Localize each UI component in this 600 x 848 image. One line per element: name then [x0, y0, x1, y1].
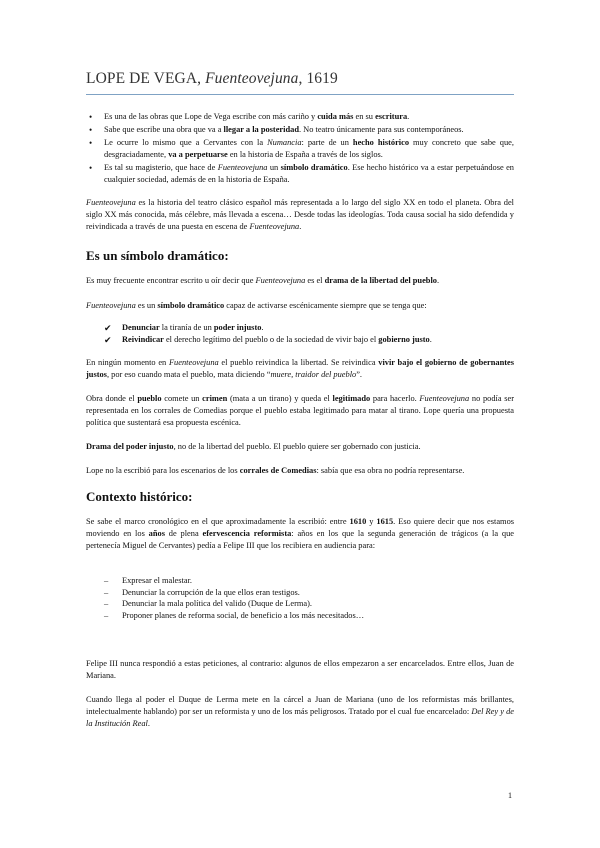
bold-text: vivir bajo el gobierno de gobernantes justos: [86, 358, 514, 379]
page-title: [86, 70, 338, 88]
bold-text: Denunciar: [122, 323, 160, 332]
paragraph: En ningún momento en Fuenteovejuna el pueblo reivindica la libertad. Se reivindica vivir bajo el gobierno de gobernantes justos, por eso cuando mata el pueblo, mata diciendo “muere, traidor del pueblo”.: [86, 358, 514, 379]
intro-bullet-list: [86, 111, 514, 187]
bold-text: cuida más: [317, 112, 354, 121]
check-item: [86, 322, 514, 334]
paragraph: Se sabe el marco cronológico en el que aproximadamente la escribió: entre 1610 y 1615. Eso quiere decir que nos estamos moviendo en los años de plena efervescencia reformista: años en los que la segunda generación de trágicos (a la que pertenecía Miguel de Cervantes) pedía a Felipe III que los recibiera en audiencia para:: [86, 517, 515, 550]
bold-text: llegar a la posteridad: [223, 125, 299, 134]
paragraph: Obra donde el pueblo comete un crimen (mata a un tirano) y queda el legitimado para hacerlo. Fuenteovejuna no podía ser representada en los corrales de Comedias porque el pueblo estaba legitimado para matar al tirano. Lope quería una propuesta política que sustentará esa propuesta escénica.: [86, 394, 514, 427]
bullet-item: • Es una de las obras que Lope de Vega escribe con más cariño y cuida más en su escritura.: [86, 111, 514, 123]
paragraph: Drama del poder injusto, no de la libertad del pueblo. El pueblo quiere ser gobernado con justicia.: [86, 442, 421, 451]
bold-text: símbolo dramático: [280, 163, 348, 172]
bold-text: Drama del poder injusto: [86, 442, 174, 451]
bold-text: símbolo dramático: [157, 301, 225, 310]
bold-text: años: [148, 529, 165, 538]
paragraph: Felipe III nunca respondió a estas peticiones, al contrario: algunos de ellos empezaron a ser encarcelados. Entre ellos, Juan de Mariana.: [86, 659, 514, 680]
check-item: [86, 334, 514, 346]
checkmark-icon: ✔: [104, 335, 112, 345]
dash-item: – Denunciar la corrupción de la que ellos eran testigos.: [86, 587, 514, 599]
italic-text: Fuenteovejuna: [217, 163, 268, 172]
bold-text: va a perpetuarse: [168, 150, 228, 159]
italic-text: Numancia: [267, 138, 302, 147]
check-item-text: Denunciar la tiranía de un poder injusto.: [122, 323, 264, 332]
title-author: LOPE DE VEGA,: [86, 70, 202, 87]
bold-text: hecho histórico: [352, 138, 410, 147]
italic-text: Del Rey y de la Institución Real: [86, 707, 515, 728]
bullet-item: • Sabe que escribe una obra que va a llegar a la posteridad. No teatro únicamente para sus contemporáneos.: [86, 124, 514, 136]
bold-text: 1610: [349, 517, 367, 526]
italic-text: Fuenteovejuna: [419, 394, 470, 403]
intro-paragraph: Fuenteovejuna es la historia del teatro clásico español más representada a lo largo del siglo XX en todo el planeta. Obra del siglo XX más conocida, más célebre, más llevada a escena… Desde todas las ideologías. Toda causa social ha sido defendida y reivindicada a través de una puesta en escena de Fuenteovejuna.: [86, 198, 514, 231]
bold-text: efervescencia reformista: [202, 529, 292, 538]
bold-text: legitimado: [332, 394, 371, 403]
bold-text: gobierno justo: [378, 335, 430, 344]
section-heading-contexto: Contexto histórico:: [86, 489, 193, 504]
italic-text: Fuenteovejuna: [86, 198, 136, 207]
paragraph: Lope no la escribió para los escenarios de los corrales de Comedias: sabía que esa obra no podría representarse.: [86, 466, 465, 475]
dash-item: – Proponer planes de reforma social, de beneficio a los más necesitados…: [86, 610, 514, 622]
bullet-item: • Es tal su magisterio, que hace de Fuenteovejuna un símbolo dramático. Ese hecho histórico va a estar perpetuándose en cualquier sociedad, además de en la historia de España.: [86, 162, 514, 186]
dash-list: [86, 575, 514, 621]
bold-text: poder injusto: [213, 323, 262, 332]
dash-item: – Expresar el malestar.: [86, 575, 514, 587]
bold-text: crimen: [202, 394, 228, 403]
dash-item: – Denunciar la mala política del valido (Duque de Lerma).: [86, 598, 514, 610]
italic-text: Fuenteovejuna: [255, 276, 306, 285]
italic-text: Fuenteovejuna: [168, 358, 219, 367]
page-number: 1: [508, 791, 512, 800]
italic-text: Fuenteovejuna: [249, 222, 300, 231]
bullet-item: • Le ocurre lo mismo que a Cervantes con la Numancia: parte de un hecho histórico muy concreto que sabe que, desgraciadamente, va a perpetuarse en la historia de España a través de los siglos.: [86, 137, 514, 161]
title-work: Fuenteovejuna: [205, 70, 299, 87]
bold-text: 1615: [376, 517, 394, 526]
bold-text: drama de la libertad del pueblo: [324, 276, 437, 285]
checkmark-icon: ✔: [104, 323, 112, 333]
check-list: [86, 322, 514, 346]
title-year: , 1619: [298, 70, 338, 87]
paragraph: Es muy frecuente encontrar escrito u oír decir que Fuenteovejuna es el drama de la libertad del pueblo.: [86, 276, 440, 285]
bold-text: Reivindicar: [122, 335, 164, 344]
check-item-text: Reivindicar el derecho legítimo del pueblo o de la sociedad de vivir bajo el gobierno justo.: [122, 335, 432, 344]
bold-text: pueblo: [137, 394, 162, 403]
italic-text: muere, traidor del pueblo: [270, 370, 357, 379]
bold-text: escritura: [375, 112, 408, 121]
paragraph: Fuenteovejuna es un símbolo dramático capaz de activarse escénicamente siempre que se tenga que:: [86, 301, 427, 310]
paragraph: Cuando llega al poder el Duque de Lerma mete en la cárcel a Juan de Mariana (uno de los reformistas más brillantes, intelectualmente hablando) por ser un reformista y uno de los más peligrosos. Tratado por el cual fue encarcelado: Del Rey y de la Institución Real.: [86, 695, 515, 728]
italic-text: Fuenteovejuna: [86, 301, 136, 310]
title-rule: [86, 94, 514, 95]
bold-text: corrales de Comedias: [239, 466, 317, 475]
section-heading-simbolo: Es un símbolo dramático:: [86, 248, 229, 263]
